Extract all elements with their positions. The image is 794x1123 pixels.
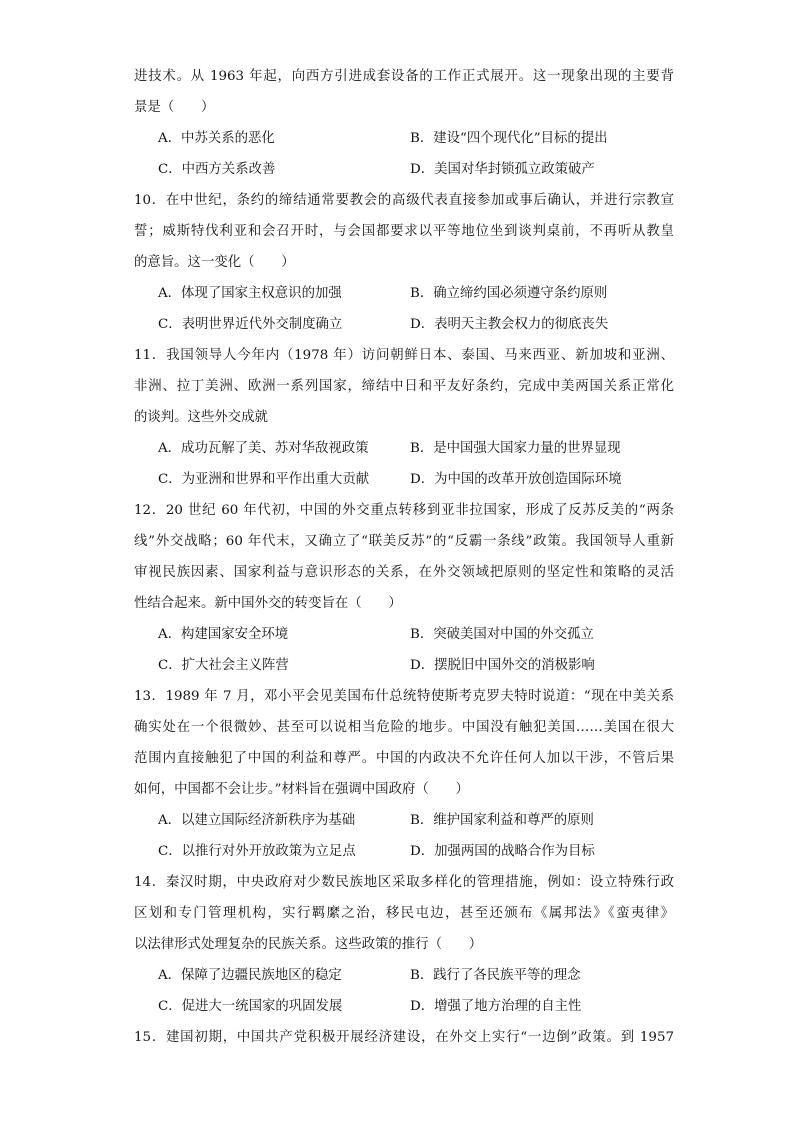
question-stem-line: 范围内直接触犯了中国的利益和尊严。中国的内政决不允许任何人加以干涉，不管后果 (134, 751, 674, 766)
option-c[interactable]: C．扩大社会主义阵营 (158, 658, 289, 673)
option-a[interactable]: A．成功瓦解了美、苏对华敌视政策 (158, 441, 369, 456)
question-stem-line: 性结合起来。新中国外交的转变旨在（ ） (134, 596, 402, 611)
question-stem-line: 13．1989 年 7 月，邓小平会见美国布什总统特使斯考克罗夫特时说道：“现在中美关系 (134, 689, 674, 704)
option-row (134, 650, 674, 681)
option-a[interactable]: A．保障了边疆民族地区的稳定 (158, 968, 342, 983)
question-stem-line: 线”外交战略；60 年代末，又确立了“联美反苏”的“反霸一条线”政策。我国领导人重新 (134, 534, 674, 549)
option-b[interactable]: B．突破美国对中国的外交孤立 (410, 627, 594, 642)
option-d[interactable]: D．加强两国的战略合作为目标 (410, 844, 595, 859)
question-9-continuation (134, 61, 674, 185)
option-row (134, 960, 674, 991)
question-stem-line: 以法律形式处理复杂的民族关系。这些政策的推行（ ） (134, 937, 483, 952)
option-b[interactable]: B．践行了各民族平等的理念 (410, 968, 581, 983)
option-a[interactable]: A．体现了国家主权意识的加强 (158, 286, 342, 301)
option-d[interactable]: D．增强了地方治理的自主性 (410, 999, 582, 1014)
option-row (134, 433, 674, 464)
option-row (134, 154, 674, 185)
question-10 (134, 185, 674, 340)
question-11 (134, 340, 674, 495)
question-stem-line: 15．建国初期，中国共产党积极开展经济建设，在外交上实行“一边倒”政策。到 1957 (134, 1030, 674, 1045)
option-d[interactable]: D．美国对华封锁孤立政策破产 (410, 162, 595, 177)
option-row (134, 123, 674, 154)
question-15 (134, 1022, 674, 1053)
option-c[interactable]: C．促进大一统国家的巩固发展 (158, 999, 343, 1014)
question-13 (134, 681, 674, 867)
option-b[interactable]: B．确立缔约国必须遵守条约原则 (410, 286, 608, 301)
option-row (134, 991, 674, 1022)
option-d[interactable]: D．表明天主教会权力的彻底丧失 (410, 317, 609, 332)
option-row (134, 309, 674, 340)
question-stem-line: 的谈判。这些外交成就 (134, 410, 268, 425)
option-row (134, 805, 674, 836)
option-row (134, 619, 674, 650)
option-c[interactable]: C．中西方关系改善 (158, 162, 276, 177)
option-row (134, 278, 674, 309)
option-a[interactable]: A．构建国家安全环境 (158, 627, 289, 642)
question-stem-line: 进技术。从 1963 年起，向西方引进成套设备的工作正式展开。这一现象出现的主要背 (134, 69, 674, 84)
option-d[interactable]: D．摆脱旧中国外交的消极影响 (410, 658, 595, 673)
question-stem-line: 非洲、拉丁美洲、欧洲一系列国家，缔结中日和平友好条约，完成中美两国关系正常化 (134, 379, 674, 394)
question-stem-line: 14．秦汉时期，中央政府对少数民族地区采取多样化的管理措施，例如：设立特殊行政 (134, 875, 674, 890)
option-d[interactable]: D．为中国的改革开放创造国际环境 (410, 472, 622, 487)
question-stem-line: 的意旨。这一变化（ ） (134, 255, 295, 270)
option-b[interactable]: B．维护国家利益和尊严的原则 (410, 813, 594, 828)
question-stem-line: 景是（ ） (134, 100, 215, 115)
option-row (134, 464, 674, 495)
question-14 (134, 867, 674, 1022)
question-list (134, 61, 674, 1053)
option-b[interactable]: B．建设“四个现代化”目标的提出 (410, 131, 608, 146)
option-a[interactable]: A．中苏关系的恶化 (158, 131, 275, 146)
option-c[interactable]: C．表明世界近代外交制度确立 (158, 317, 343, 332)
option-c[interactable]: C．为亚洲和世界和平作出重大贡献 (158, 472, 370, 487)
option-a[interactable]: A．以建立国际经济新秩序为基础 (158, 813, 356, 828)
option-b[interactable]: B．是中国强大国家力量的世界显现 (410, 441, 621, 456)
question-stem-line: 誓；威斯特伐利亚和会召开时，与会国都要求以平等地位坐到谈判桌前，不再听从教皇 (134, 224, 674, 239)
question-stem-line: 区划和专门管理机构，实行羁縻之治，移民屯边，甚至还颁布《属邦法》《蛮夷律》 (134, 906, 674, 921)
question-stem-line: 确实处在一个很微妙、甚至可以说相当危险的地步。中国没有触犯美国……美国在很大 (134, 720, 674, 735)
option-c[interactable]: C．以推行对外开放政策为立足点 (158, 844, 356, 859)
option-row (134, 836, 674, 867)
question-12 (134, 495, 674, 681)
question-stem-line: 审视民族因素、国家利益与意识形态的关系，在外交领域把原则的坚定性和策略的灵活 (134, 565, 674, 580)
question-stem-line: 如何，中国都不会让步。”材料旨在强调中国政府（ ） (134, 782, 469, 797)
question-stem-line: 10．在中世纪，条约的缔结通常要教会的高级代表直接参加或事后确认，并进行宗教宣 (134, 193, 674, 208)
question-stem-line: 11．我国领导人今年内（1978 年）访问朝鲜日本、泰国、马来西亚、新加坡和亚洲、 (134, 348, 674, 363)
question-stem-line: 12．20 世纪 60 年代初，中国的外交重点转移到亚非拉国家，形成了反苏反美的“两条 (134, 503, 674, 518)
